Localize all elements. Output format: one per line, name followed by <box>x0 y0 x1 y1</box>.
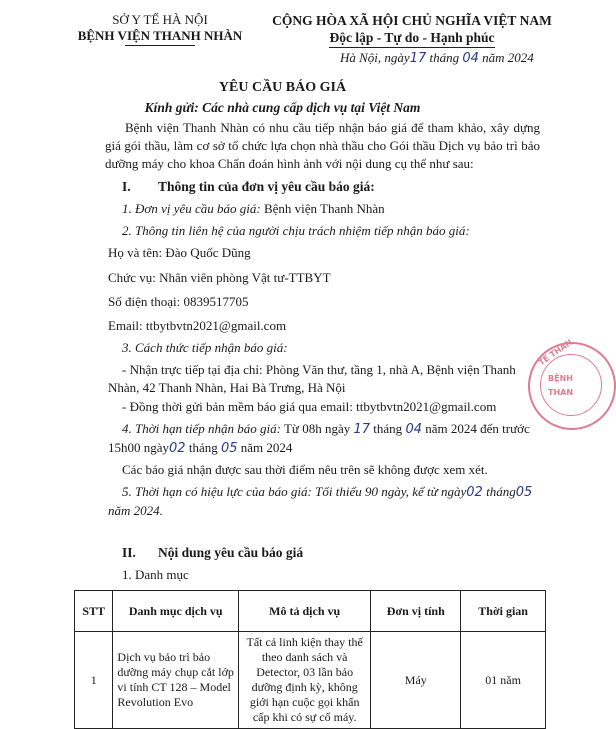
item-4-paragraph <box>108 420 540 458</box>
col-header-stt: STT <box>75 591 113 632</box>
item-4-month-2: 05 <box>220 441 238 456</box>
date-day: 17 <box>409 51 427 66</box>
item-1-value: Bệnh viện Thanh Nhàn <box>263 201 385 216</box>
item-3-label: 3. Cách thức tiếp nhận báo giá: <box>122 340 288 355</box>
item-1-line <box>122 201 385 217</box>
issuer-hospital: BỆNH VIỆN THANH NHÀN <box>77 28 243 43</box>
section-1-number: I. <box>122 179 131 194</box>
cell-duration: 01 năm <box>461 632 546 729</box>
contact-phone: Số điện thoại: 0839517705 <box>108 294 249 309</box>
contact-position: Chức vụ: Nhân viên phòng Vật tư-TTBYT <box>108 270 331 285</box>
national-header <box>262 12 562 48</box>
section-2-number: II. <box>122 545 136 560</box>
contact-email: Email: ttbytbvtn2021@gmail.com <box>108 318 287 333</box>
item-5-text-b: tháng <box>486 484 516 499</box>
item-5-month: 05 <box>515 485 533 500</box>
table-header-row <box>75 591 546 632</box>
item-4-month-1: 04 <box>405 422 422 437</box>
item-4-text-d: tháng <box>188 440 218 455</box>
official-seal <box>528 337 616 430</box>
issuer-underline <box>125 45 195 46</box>
date-line <box>340 50 534 66</box>
issuer-block <box>60 12 260 46</box>
national-motto: Độc lập - Tự do - Hạnh phúc <box>329 29 494 48</box>
document-title: YÊU CẦU BÁO GIÁ <box>218 80 347 95</box>
item-2-label: 2. Thông tin liên hệ của người chịu trách nhiệm tiếp nhận báo giá: <box>122 223 470 238</box>
republic-name: CỘNG HÒA XÃ HỘI CHỦ NGHĨA VIỆT NAM <box>272 13 552 28</box>
col-header-unit: Đơn vị tính <box>371 591 461 632</box>
service-table <box>74 590 546 729</box>
seal-text-top: BỆNH <box>548 374 573 383</box>
receive-email: - Đồng thời gửi bản mềm báo giá qua email: ttbytbvtn2021@gmail.com <box>122 399 497 414</box>
receive-direct: - Nhận trực tiếp tại địa chỉ: Phòng Văn thư, tầng 1, nhà A, Bệnh viện Thanh Nhàn, 42 Thanh Nhàn, Hai Bà Trưng, Hà Nội <box>108 362 516 395</box>
col-header-duration: Thời gian <box>461 591 546 632</box>
item-5-day: 02 <box>466 485 483 500</box>
recipient-line: Kính gửi: Các nhà cung cấp dịch vụ tại Việt Nam <box>144 100 421 115</box>
date-prefix: Hà Nội, ngày <box>340 50 410 65</box>
cell-service: Dịch vụ bảo trì bảo dưỡng máy chụp cắt lớp vi tính CT 128 – Model Revolution Evo <box>113 632 239 729</box>
item-5-text-c: năm 2024. <box>108 503 163 518</box>
date-month: 04 <box>462 51 479 66</box>
subsection-catalog: 1. Danh mục <box>122 567 189 582</box>
intro-paragraph: Bệnh viện Thanh Nhàn có nhu cầu tiếp nhận báo giá để tham khảo, xây dựng giá gói thầu, làm cơ sở tổ chức lựa chọn nhà thầu cho Gói thầu Dịch vụ bảo trì bảo dưỡng máy cho khoa Chẩn đoán hình ảnh với nội dung cụ thể như sau: <box>105 120 540 171</box>
seal-arc-text: TẾ THÀN <box>536 337 574 368</box>
section-1-title: Thông tin của đơn vị yêu cầu báo giá: <box>158 179 375 194</box>
item-4-text-e: năm 2024 <box>240 440 293 455</box>
col-header-service: Danh mục dịch vụ <box>113 591 239 632</box>
seal-inner-ring <box>540 354 602 416</box>
item-4-label: 4. Thời hạn tiếp nhận báo giá: <box>122 421 281 436</box>
item-5-paragraph <box>108 483 540 520</box>
item-4-day-2: 02 <box>169 441 186 456</box>
item-4-text-c: năm 2024 đến trước 15h00 ngày <box>108 421 530 455</box>
cell-unit: Máy <box>371 632 461 729</box>
table-row <box>75 632 546 729</box>
item-4-day-1: 17 <box>353 422 371 437</box>
seal-text-mid: THAN <box>548 388 574 397</box>
item-4-text-a: Từ 08h ngày <box>283 421 351 436</box>
item-5-text-a: Tối thiểu 90 ngày, kể từ ngày <box>315 484 467 499</box>
date-suffix: năm 2024 <box>482 50 534 65</box>
cell-description: Tất cả linh kiện thay thế theo danh sách và Detector, 03 lần bảo dưỡng định kỳ, không giới hạn cuộc gọi khẩn cấp khi có sự cố máy. <box>239 632 371 729</box>
cell-stt: 1 <box>75 632 113 729</box>
item-5-label: 5. Thời hạn có hiệu lực của báo giá: <box>122 484 312 499</box>
contact-name: Họ và tên: Đào Quốc Dũng <box>108 245 251 260</box>
section-2-title: Nội dung yêu cầu báo giá <box>158 545 304 560</box>
date-mid: tháng <box>429 50 460 65</box>
late-note: Các báo giá nhận được sau thời điểm nêu trên sẽ không được xem xét. <box>122 462 488 477</box>
col-header-description: Mô tả dịch vụ <box>239 591 371 632</box>
issuer-org: SỞ Y TẾ HÀ NỘI <box>112 12 208 27</box>
item-4-text-b: tháng <box>373 421 403 436</box>
item-1-label: 1. Đơn vị yêu cầu báo giá: <box>122 201 261 216</box>
